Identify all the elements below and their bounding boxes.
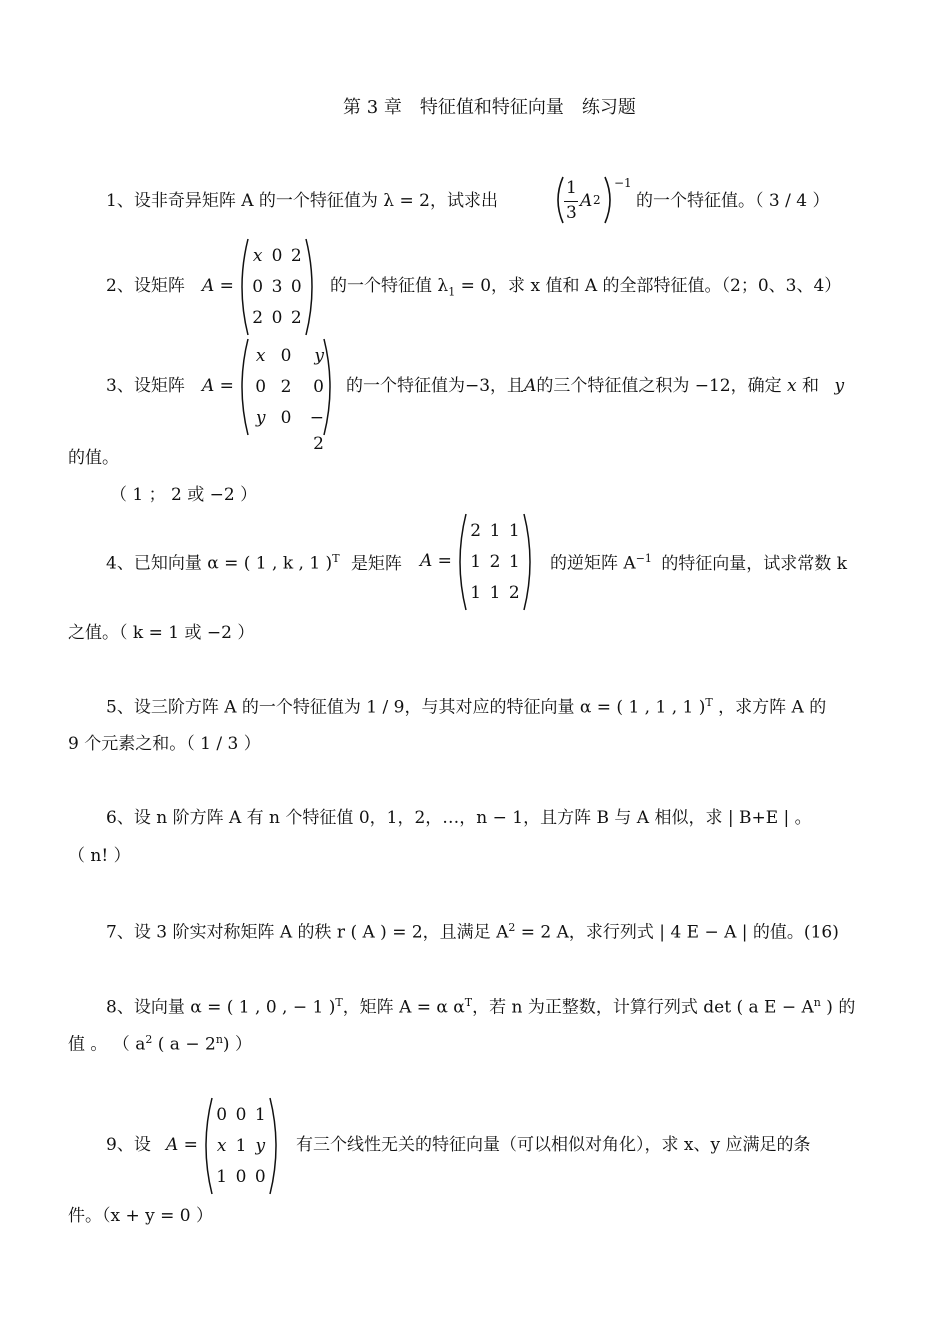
q8-transpose-1: T [335, 996, 343, 1009]
q9-matrix-row [212, 1102, 270, 1128]
q6-text-1: 6、设 n 阶方阵 A 有 n 个特征值 0，1，2，…，n − 1，且方阵 B 与 A 相似，求 | B+E | 。 [106, 808, 812, 828]
q3-continuation: 的值。 [68, 448, 119, 468]
q9-matrix-row [212, 1164, 270, 1190]
q9-text-2: 有三个线性无关的特征向量（可以相似对角化），求 x、y 应满足的条 [296, 1135, 811, 1155]
q4-text-3 [550, 553, 847, 573]
q2-matrix-row [248, 274, 306, 300]
q9-right-paren [268, 1096, 282, 1196]
q3-answer: （ 1 ； 2 或 −2 ） [110, 485, 258, 505]
q9-cell: 1 [216, 1167, 228, 1187]
q9-cell: 0 [235, 1167, 247, 1187]
q3-cell: y [255, 408, 266, 428]
q3-cell: 0 [255, 377, 267, 397]
q3-cell: x [255, 346, 266, 366]
q4-matrix-row [466, 518, 524, 544]
q3-right-paren [322, 337, 336, 437]
q2-matrix-row [248, 243, 306, 269]
q5-text-1 [106, 697, 826, 717]
q8-text-2: ，矩阵 A = α α [342, 997, 465, 1018]
q8-text-1 [106, 997, 855, 1017]
q4-cell: 1 [489, 583, 501, 603]
q2-cell: 0 [290, 277, 302, 297]
q1-expression [552, 175, 632, 225]
q4-cell: 1 [470, 583, 482, 603]
q1-frac-num: 1 [566, 178, 577, 198]
q9-matrix [202, 1100, 280, 1192]
q4-continuation: 之值。（ k = 1 或 −2 ） [68, 623, 255, 643]
q1-text-2: 的一个特征值。（ 3 / 4 ） [636, 191, 830, 211]
q3-cell: y [314, 346, 324, 366]
q2-cell: 3 [271, 277, 283, 297]
q5-text-2: ，求方阵 A 的 [718, 697, 827, 718]
q1-frac-line [564, 201, 578, 202]
q7-square: 2 [508, 921, 516, 934]
q2-matrix-row [248, 305, 306, 331]
q3-text-2 [346, 378, 844, 395]
q4-text-3a: 的逆矩阵 A [550, 553, 636, 574]
q5-transpose: T [705, 696, 713, 709]
q3-cell: 0 [280, 408, 292, 428]
q2-text-2 [330, 278, 841, 297]
q4-transpose: T [332, 552, 340, 565]
q3-cell: − 2 [309, 408, 324, 454]
q1-outer-exp: −1 [614, 176, 632, 190]
q9-eq: A = [166, 1135, 198, 1155]
q4-matrix-row [466, 580, 524, 606]
q2-subscript: 1 [448, 285, 456, 299]
q3-eq: A = [202, 376, 234, 396]
q1-var: A [580, 191, 593, 211]
q2-cell: 0 [252, 277, 264, 297]
q3-matrix [238, 341, 334, 454]
q3-text-1: 3、设矩阵 [106, 376, 185, 396]
q4-cell: 1 [508, 521, 520, 541]
q2-eq: A = [202, 276, 234, 296]
q8-text-3: ，若 n 为正整数，计算行列式 det ( a E − A [472, 997, 814, 1018]
q1-left-paren [552, 175, 566, 225]
q2-cell: x [252, 246, 263, 266]
q3-matrix-row [248, 405, 324, 454]
q4-cell: 1 [489, 521, 501, 541]
q2-matrix [238, 241, 316, 333]
q9-cell: 1 [254, 1105, 266, 1125]
q4-text-1 [106, 553, 402, 573]
q8-text-1a: 8、设向量 α = ( 1 , 0 , − 1 ) [106, 997, 336, 1018]
q4-cell: 2 [489, 552, 501, 572]
q8-cont-3: ) ） [222, 1034, 252, 1055]
q3-matrix-row [248, 343, 324, 369]
q3-text-2a: 的一个特征值为−3，且 [346, 376, 525, 396]
page-title: 第 3 章 特征值和特征向量 练习题 [343, 97, 636, 118]
q4-inverse: −1 [635, 552, 652, 565]
q1-exp: 2 [593, 193, 601, 207]
q9-text-1: 9、设 [106, 1135, 151, 1155]
q7-text-2: = 2 A，求行列式 | 4 E − A | 的值。(16) [515, 922, 839, 943]
q4-matrix [456, 516, 534, 608]
q8-power-n: n [813, 996, 821, 1009]
q3-cell: 2 [280, 377, 292, 397]
q4-eq: A = [420, 551, 452, 571]
q7-text-1a: 7、设 3 阶实对称矩阵 A 的秩 r ( A ) = 2，且满足 A [106, 922, 509, 943]
q3-var-x: x [787, 376, 797, 396]
q8-continuation [68, 1034, 252, 1054]
q8-power-n2: n [215, 1033, 223, 1046]
q8-square: 2 [145, 1033, 153, 1046]
q5-text-1a: 5、设三阶方阵 A 的一个特征值为 1 / 9，与其对应的特征向量 α = ( 1 , 1 , 1 ) [106, 697, 706, 718]
q7-text-1 [106, 922, 839, 942]
q9-cell: y [255, 1136, 266, 1156]
q3-cell: 0 [280, 346, 292, 366]
q1-frac-den: 3 [566, 203, 577, 223]
q5-continuation: 9 个元素之和。（ 1 / 3 ） [68, 734, 261, 754]
q3-text-3: 的三个特征值之积为 −12，确定 [536, 376, 782, 396]
q3-var-y: y [834, 376, 845, 396]
q9-cell: 0 [216, 1105, 228, 1125]
q9-continuation: 件。（x + y = 0 ） [68, 1206, 214, 1226]
q2-cell: 2 [290, 308, 302, 328]
q9-cell: 0 [254, 1167, 266, 1187]
q6-continuation: （ n! ） [68, 846, 131, 866]
q9-cell: 0 [235, 1105, 247, 1125]
q9-cell: x [216, 1136, 227, 1156]
q2-text-3: = 0，求 x 值和 A 的全部特征值。（2；0、3、4） [455, 276, 842, 296]
q4-cell: 1 [508, 552, 520, 572]
q2-right-paren [304, 237, 318, 337]
q4-text-2: 是矩阵 [350, 553, 402, 574]
q4-cell: 2 [508, 583, 520, 603]
q4-matrix-row [466, 549, 524, 575]
q9-matrix-row [212, 1133, 270, 1159]
q9-cell: 1 [235, 1136, 247, 1156]
q8-cont-1: 值 。 （ a [68, 1034, 146, 1055]
q3-var-a: A [524, 376, 537, 396]
q2-text-2a: 的一个特征值 λ [330, 276, 449, 296]
q3-matrix-row [248, 374, 324, 400]
q2-cell: 0 [271, 246, 283, 266]
q1-text-1: 1、设非奇异矩阵 A 的一个特征值为 λ = 2，试求出 [106, 191, 498, 211]
q2-cell: 2 [290, 246, 302, 266]
q4-text-1a: 4、已知向量 α = ( 1 , k , 1 ) [106, 553, 333, 574]
q4-cell: 1 [470, 552, 482, 572]
q2-text-1: 2、设矩阵 [106, 276, 185, 296]
q4-text-4: 的特征向量，试求常数 k [661, 553, 848, 574]
q8-text-4: ) 的 [820, 997, 856, 1018]
q2-cell: 2 [252, 308, 264, 328]
q4-cell: 2 [470, 521, 482, 541]
q3-and: 和 [802, 376, 820, 396]
q3-cell: 0 [313, 377, 324, 397]
q2-cell: 0 [271, 308, 283, 328]
q4-right-paren [522, 512, 536, 612]
q8-cont-2: ( a − 2 [152, 1034, 216, 1055]
q8-transpose-2: T [464, 996, 473, 1009]
